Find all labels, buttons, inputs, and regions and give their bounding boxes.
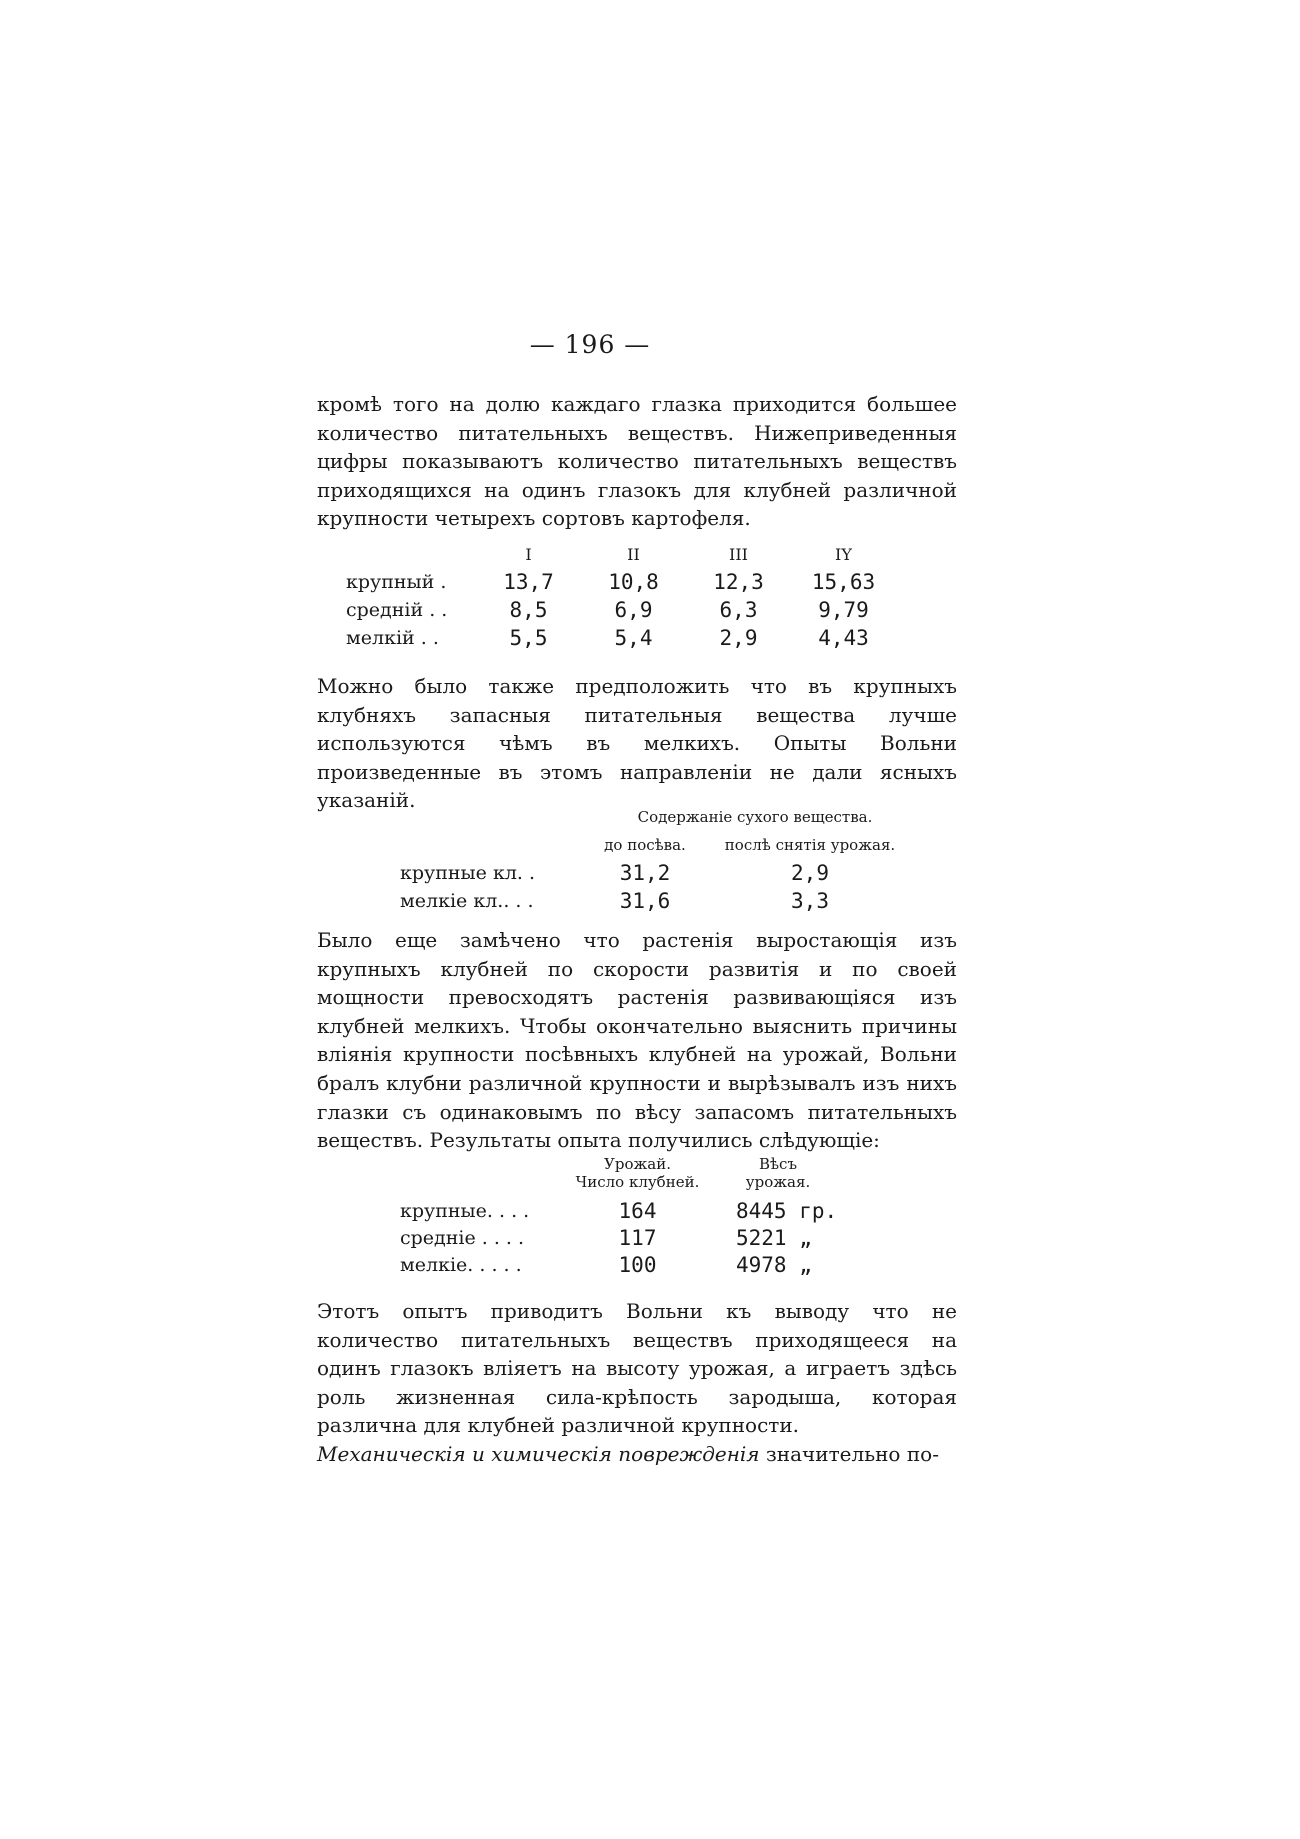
table-cell: 4978 „ <box>736 1252 812 1277</box>
column-header <box>565 1155 710 1197</box>
row-label: крупные кл. . <box>400 862 536 884</box>
column-group-header: Содержаніе сухого вещества. <box>637 808 873 826</box>
column-header: II <box>627 544 640 564</box>
table-header-row <box>346 540 896 568</box>
row-label: средній . . <box>346 599 448 621</box>
table-cell: 3,3 <box>791 889 829 913</box>
row-label: мелкіе. . . . . <box>400 1253 522 1276</box>
table-cell: 5,5 <box>509 626 548 650</box>
column-header-line: Число клубней. <box>575 1173 700 1191</box>
table-cell: 31,6 <box>619 889 671 913</box>
table-cell: 6,9 <box>614 598 653 622</box>
column-header: IY <box>835 544 852 564</box>
table-cell: 4,43 <box>818 626 869 650</box>
table-header-row <box>400 1155 846 1197</box>
table-cell: 6,3 <box>719 598 758 622</box>
table-corner <box>400 803 590 831</box>
page-number: — 196 — <box>529 330 651 359</box>
table-cell: 31,2 <box>619 861 671 885</box>
column-header: до посѣва. <box>604 836 686 854</box>
table-row <box>400 859 920 887</box>
table-corner <box>400 1155 565 1197</box>
column-header <box>710 1155 846 1197</box>
table-row <box>346 596 896 624</box>
table-cell: 13,7 <box>503 570 554 594</box>
table-cell: 9,79 <box>818 598 869 622</box>
table-cell: 8445 гр. <box>736 1198 838 1223</box>
table-cell: 164 <box>618 1198 657 1223</box>
paragraph-3: Было еще замѣчено что растенія выростающія изъ крупныхъ клубней по скорости развитія и по своей мощности превосходятъ растенія развивающіяся изъ клубней мелкихъ. Чтобы окончательно выяснить причины вліянія крупности посѣвныхъ клубней на урожай, Вольни бралъ клубни различной крупности и вырѣзывалъ изъ нихъ глазки съ одинаковымъ по вѣсу запасомъ питательныхъ веществъ. Результаты опыта получились слѣдующіе: <box>317 928 957 1153</box>
paragraph-5-text: значительно по- <box>759 1442 939 1466</box>
table-nutrients-per-eye <box>346 540 896 652</box>
column-header: III <box>729 544 748 564</box>
table-row <box>400 1224 846 1251</box>
row-label: мелкіе кл.. . . <box>400 890 534 912</box>
paragraph-4: Этотъ опытъ приводитъ Вольни къ выводу что не количество питательныхъ веществъ приходящееся на одинъ глазокъ вліяетъ на высоту урожая, а играетъ здѣсь роль жизненная сила-крѣпость зародыша, которая различна для клубней различной крупности. <box>317 1299 957 1438</box>
column-header-line: урожая. <box>745 1173 811 1191</box>
column-header-line: Урожай. <box>604 1155 671 1173</box>
table-cell: 2,9 <box>719 626 758 650</box>
row-label: мелкій . . <box>346 627 439 649</box>
table-cell: 10,8 <box>608 570 659 594</box>
paragraph-2: Можно было также предположить что въ крупныхъ клубняхъ запасныя питательныя вещества лучше используются чѣмъ въ мелкихъ. Опыты Вольни произведенные въ этомъ направленіи не дали ясныхъ указаній. <box>317 674 957 813</box>
column-header: I <box>525 544 532 564</box>
column-header-line: Вѣсъ <box>758 1155 797 1173</box>
table-row <box>400 1197 846 1224</box>
table-header-row <box>400 803 920 831</box>
table-row <box>400 887 920 915</box>
paragraph-5 <box>317 1440 957 1469</box>
table-cell: 8,5 <box>509 598 548 622</box>
row-label: средніе . . . . <box>400 1226 525 1249</box>
table-corner <box>400 831 590 859</box>
table-cell: 5221 „ <box>736 1225 812 1250</box>
table-row <box>400 1251 846 1278</box>
table-row <box>346 624 896 652</box>
paragraph-1: кромѣ того на долю каждаго глазка приходится большее количество питательныхъ веществъ. Нижеприведенныя цифры показываютъ количество питательныхъ веществъ приходящихся на одинъ глазокъ для клубней различной крупности четырехъ сортовъ картофеля. <box>317 392 957 531</box>
italic-heading: Механическія и химическія поврежденія <box>317 1442 760 1466</box>
table-corner <box>346 540 476 568</box>
table-yield <box>400 1155 846 1278</box>
table-subheader-row <box>400 831 920 859</box>
table-cell: 100 <box>618 1252 657 1277</box>
table-cell: 5,4 <box>614 626 653 650</box>
row-label: крупные. . . . <box>400 1199 530 1222</box>
table-cell: 15,63 <box>811 570 876 594</box>
row-label: крупный . <box>346 571 447 593</box>
table-cell: 2,9 <box>791 861 829 885</box>
table-cell: 117 <box>618 1225 657 1250</box>
column-header: послѣ снятія урожая. <box>724 836 896 854</box>
table-cell: 12,3 <box>713 570 764 594</box>
table-row <box>346 568 896 596</box>
table-dry-matter <box>400 803 920 915</box>
